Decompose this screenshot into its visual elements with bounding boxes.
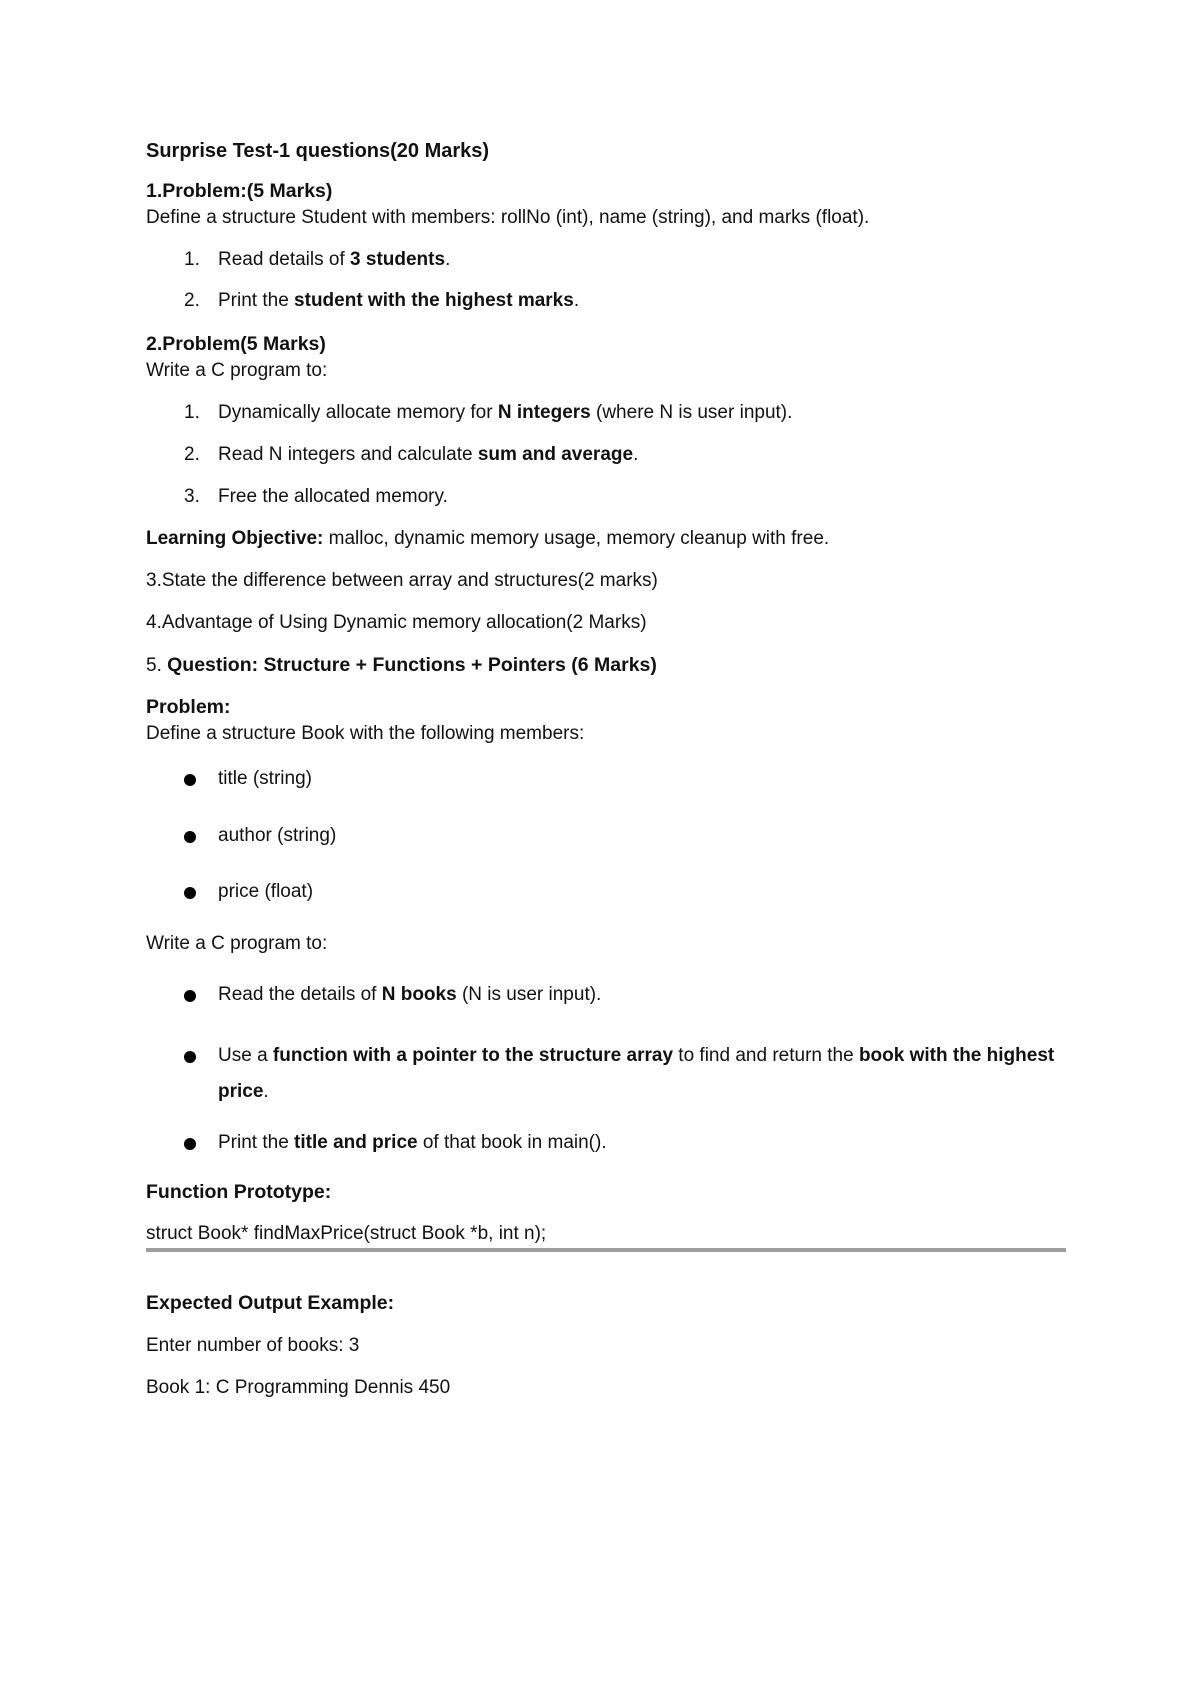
q5-step-3-part-2: title and price xyxy=(294,1132,418,1153)
q5-intro: Define a structure Book with the following members: xyxy=(146,723,585,744)
q2-item-2-text: Read N integers and calculate xyxy=(218,444,478,465)
q5-output-line-2: Book 1: C Programming Dennis 450 xyxy=(146,1377,451,1398)
q1-item-2-end: . xyxy=(573,290,580,311)
q5-step-3-part-1: Print the xyxy=(218,1132,295,1153)
q2-objective-text: malloc, dynamic memory usage, memory cleanup with free. xyxy=(323,528,830,549)
q2-item-2-bold: sum and average xyxy=(477,444,634,465)
q5-prototype-label: Function Prototype: xyxy=(146,1181,332,1203)
q5-step-1-part-1: Read the details of xyxy=(218,984,382,1005)
document-title: Surprise Test-1 questions(20 Marks) xyxy=(146,140,490,162)
horizontal-rule xyxy=(146,1248,1066,1252)
q5-step-2-part-3: to find and return the xyxy=(673,1045,859,1066)
q2-intro: Write a C program to: xyxy=(146,360,328,381)
q2-item-3-number: 3. xyxy=(184,486,200,507)
bullet-icon xyxy=(184,831,196,843)
q2-item-1-text: Dynamically allocate memory for xyxy=(218,402,498,423)
q2-item-1 xyxy=(184,400,1044,426)
q5-step-1-part-2: N books xyxy=(381,984,457,1005)
q5-step-2-part-4: book with the highest price xyxy=(218,1045,1055,1102)
q1-item-1-number: 1. xyxy=(184,249,200,270)
bullet-icon xyxy=(184,990,196,1002)
bullet-icon xyxy=(184,1138,196,1150)
q1-item-1 xyxy=(184,247,1044,273)
q5-write: Write a C program to: xyxy=(146,933,328,954)
bullet-icon xyxy=(184,774,196,786)
q1-item-2 xyxy=(184,288,1044,314)
q5-heading-line xyxy=(146,652,1066,679)
q5-member-1-text: title (string) xyxy=(218,768,312,789)
q2-item-2-number: 2. xyxy=(184,444,200,465)
q5-output-label: Expected Output Example: xyxy=(146,1292,395,1314)
q2-item-2-end: . xyxy=(633,444,639,465)
q5-step-2-part-2: function with a pointer to the structure array xyxy=(272,1045,674,1066)
q2-item-1-number: 1. xyxy=(184,402,200,423)
q1-item-2-bold: student with the highest marks xyxy=(294,290,574,311)
q5-output-line-1: Enter number of books: 3 xyxy=(146,1335,360,1356)
q2-objective-label: Learning Objective: xyxy=(146,528,324,549)
q5-member-2-text: author (string) xyxy=(218,825,337,846)
bullet-icon xyxy=(184,887,196,899)
q2-item-1-bold: N integers xyxy=(497,402,591,423)
q5-step-1-text xyxy=(218,977,1058,1013)
bullet-icon xyxy=(184,1051,196,1063)
q1-item-1-text: Read details of xyxy=(218,249,351,270)
q5-step-2-part-5: . xyxy=(263,1081,269,1102)
q4-text: 4.Advantage of Using Dynamic memory allocation(2 Marks) xyxy=(146,612,647,633)
q2-item-3-text: Free the allocated memory. xyxy=(218,486,448,507)
q5-member-3-text: price (float) xyxy=(218,881,314,902)
q5-step-2-part-1: Use a xyxy=(218,1045,273,1066)
q5-step-3-text xyxy=(218,1125,1058,1161)
q2-learning-objective xyxy=(146,526,1066,552)
q5-problem-label: Problem: xyxy=(146,696,231,718)
q2-item-2 xyxy=(184,442,1044,468)
q5-step-1-part-3: (N is user input). xyxy=(456,984,602,1005)
q2-heading: 2.Problem(5 Marks) xyxy=(146,333,326,355)
q1-item-1-end: . xyxy=(445,249,451,270)
q3-text: 3.State the difference between array and structures(2 marks) xyxy=(146,570,658,591)
q1-item-2-text: Print the xyxy=(218,290,295,311)
q1-heading: 1.Problem:(5 Marks) xyxy=(146,180,333,202)
q5-heading: Question: Structure + Functions + Pointers (6 Marks) xyxy=(167,654,657,676)
q2-item-1-end: (where N is user input). xyxy=(590,402,793,423)
q2-item-3 xyxy=(184,484,1044,510)
q1-item-1-bold: 3 students xyxy=(350,249,446,270)
q5-heading-prefix: 5. xyxy=(146,655,168,676)
q5-prototype: struct Book* findMaxPrice(struct Book *b, int n); xyxy=(146,1223,547,1244)
q5-step-3-part-3: of that book in main(). xyxy=(417,1132,607,1153)
q1-intro: Define a structure Student with members: rollNo (int), name (string), and marks (float). xyxy=(146,207,870,228)
q5-step-2-text xyxy=(218,1038,1058,1110)
q1-item-2-number: 2. xyxy=(184,290,200,311)
